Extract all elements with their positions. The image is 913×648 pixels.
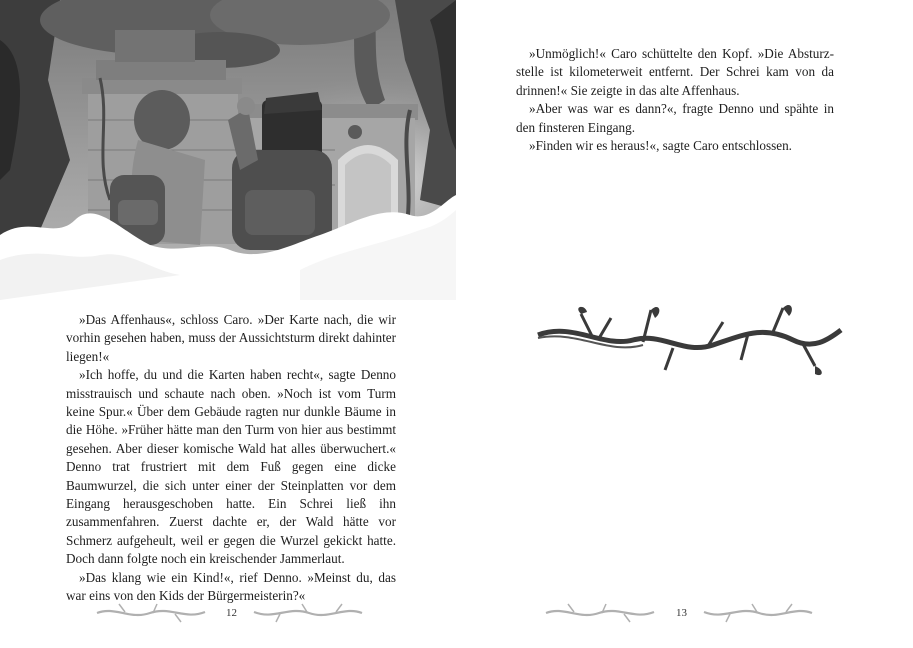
page-number: 12 (226, 607, 237, 619)
paragraph: »Das Affenhaus«, schloss Caro. »Der Karte nach, die wir vorhin gesehen haben, muss der Aussichtsturm direkt dahinter liegen!« (66, 312, 396, 364)
paragraph: »Finden wir es heraus!«, sagte Caro entschlossen. (529, 138, 792, 154)
vine-footer-icon (252, 600, 364, 626)
jungle-temple-kids-illustration (0, 0, 456, 300)
vine-divider-icon (533, 300, 843, 386)
left-page (0, 0, 456, 648)
paragraph: »Unmöglich!« Caro schüttelte den Kopf. »Die Absturzstelle ist kilometerweit entfernt. Der Schrei kam von da drinnen!« Sie zeigte in das alte Affenhaus. (516, 46, 834, 98)
paragraph: »Das klang wie ein Kind!«, rief Denno. »Meinst du, das war eins von den Kids der Bürgermeisterin?« (66, 569, 396, 604)
vine-footer-icon (544, 600, 656, 626)
paragraph: »Ich hoffe, du und die Karten haben recht«, sagte Denno misstrauisch und schaute nach oben. »Noch ist vom Turm keine Spur.« Über dem Gebäude ragten nur dunkle Bäume in die Höhe. »Früher hätte man den Turm von hier aus bestimmt gesehen. Aber dieser komische Wald hat alles überwuchert.« Denno trat frustriert mit dem Fuß gegen eine dicke Baumwurzel, die sich unter einer der Steinplatten vor dem Eingang herausgeschoben hatte. Ein Schrei ließ ihn zusammenfahren. Zuerst dachte er, der Wald hätte vor Schmerz aufgeheult, weil er gegen die Wurzel gekickt hatte. Doch dann folgte noch ein kreischender Jammerlaut. (66, 367, 396, 567)
left-page-text (66, 311, 396, 606)
paragraph: »Aber was war es dann?«, fragte Denno und spähte in den finsteren Eingang. (516, 101, 834, 135)
vine-footer-icon (702, 600, 814, 626)
right-page-text (516, 45, 834, 155)
page-number: 13 (676, 607, 687, 619)
right-page (456, 0, 913, 648)
vine-footer-icon (95, 600, 207, 626)
